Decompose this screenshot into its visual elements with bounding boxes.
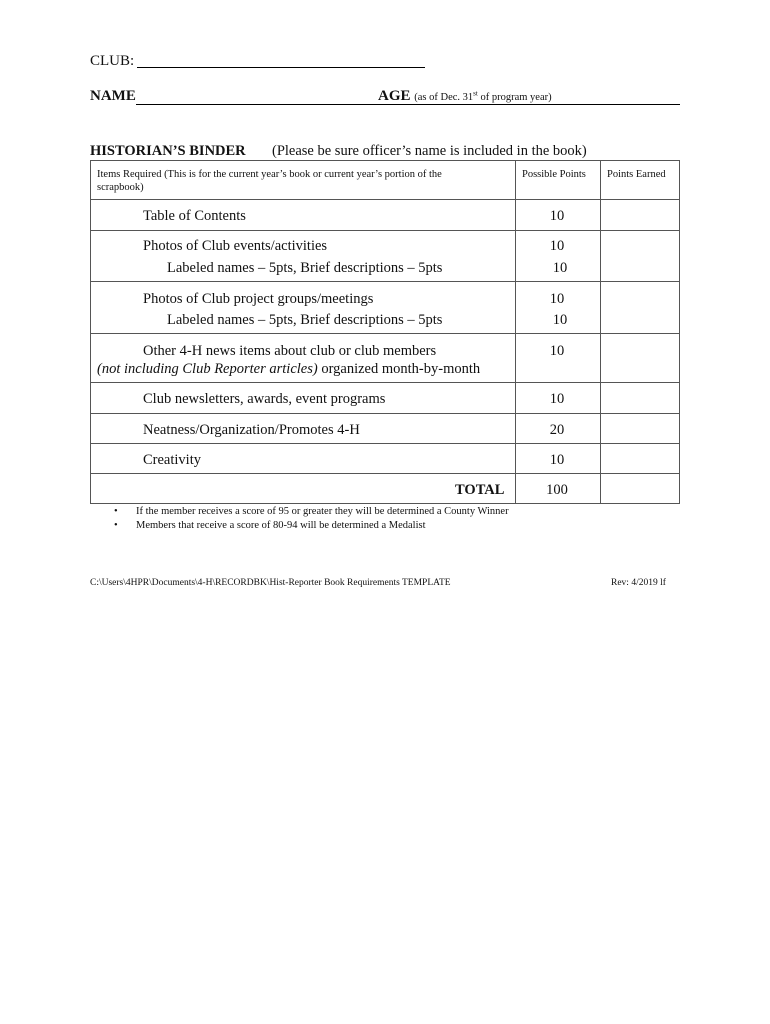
note-item: Members that receive a score of 80-94 will be determined a Medalist	[136, 520, 426, 531]
section-title: HISTORIAN’S BINDER	[90, 143, 246, 159]
table-row-divider	[90, 443, 680, 444]
table-row-item: Photos of Club project groups/meetings	[143, 291, 374, 307]
total-points: 100	[546, 482, 568, 498]
table-row-item: Table of Contents	[143, 208, 246, 224]
table-border-top	[90, 160, 680, 161]
table-row-item: Creativity	[143, 452, 201, 468]
note-item: If the member receives a score of 95 or greater they will be determined a County Winner	[136, 506, 509, 517]
table-row-item: Neatness/Organization/Promotes 4-H	[143, 422, 360, 438]
club-label: CLUB:	[90, 53, 135, 69]
table-row-points: 10	[549, 452, 565, 468]
footer-path: C:\Users\4HPR\Documents\4-H\RECORDBK\Hist-Reporter Book Requirements TEMPLATE	[90, 578, 451, 588]
age-note: (as of Dec. 31st of program year)	[414, 89, 552, 103]
table-row-item: Photos of Club events/activities	[143, 238, 328, 254]
col-header-earned: Points Earned	[607, 169, 666, 180]
table-border-left	[90, 160, 91, 504]
table-row-subpoints: 10	[552, 312, 568, 328]
table-border-right	[679, 160, 680, 504]
table-col-divider	[515, 160, 516, 504]
table-col-divider	[600, 160, 601, 504]
age-label-group	[378, 88, 552, 105]
col-header-possible: Possible Points	[522, 169, 586, 180]
table-row-points: 10	[549, 391, 565, 407]
bullet-icon: •	[114, 520, 118, 531]
table-row-divider	[90, 281, 680, 282]
table-row-points: 10	[549, 208, 565, 224]
table-row-points: 20	[549, 422, 565, 438]
table-row-item: Other 4-H news items about club or club members	[143, 343, 437, 359]
age-label: AGE	[378, 88, 411, 104]
table-row-divider	[90, 473, 680, 474]
table-row-subpoints: 10	[552, 260, 568, 276]
section-note: (Please be sure officer’s name is included in the book)	[272, 143, 587, 159]
table-row-item: Club newsletters, awards, event programs	[143, 391, 386, 407]
footer-rev: Rev: 4/2019 lf	[611, 578, 666, 588]
name-label: NAME	[90, 88, 136, 104]
club-field-line[interactable]	[137, 67, 425, 68]
col-header-items: Items Required (This is for the current year’s book or current year’s portion of the	[97, 169, 442, 180]
table-row-points: 10	[549, 238, 565, 254]
table-row-divider	[90, 333, 680, 334]
table-row-subitem: Labeled names – 5pts, Brief descriptions – 5pts	[167, 260, 443, 276]
table-border-bottom	[90, 503, 680, 504]
bullet-icon: •	[114, 506, 118, 517]
table-row-divider	[90, 199, 680, 200]
table-row-divider	[90, 382, 680, 383]
table-row-divider	[90, 413, 680, 414]
table-row-divider	[90, 230, 680, 231]
table-row-subitem: (not including Club Reporter articles) organized month-by-month	[97, 361, 481, 377]
table-row-points: 10	[549, 291, 565, 307]
col-header-items-cont: scrapbook)	[97, 182, 144, 193]
table-row-subitem: Labeled names – 5pts, Brief descriptions – 5pts	[167, 312, 443, 328]
total-label: TOTAL	[455, 482, 505, 498]
table-row-points: 10	[549, 343, 565, 359]
